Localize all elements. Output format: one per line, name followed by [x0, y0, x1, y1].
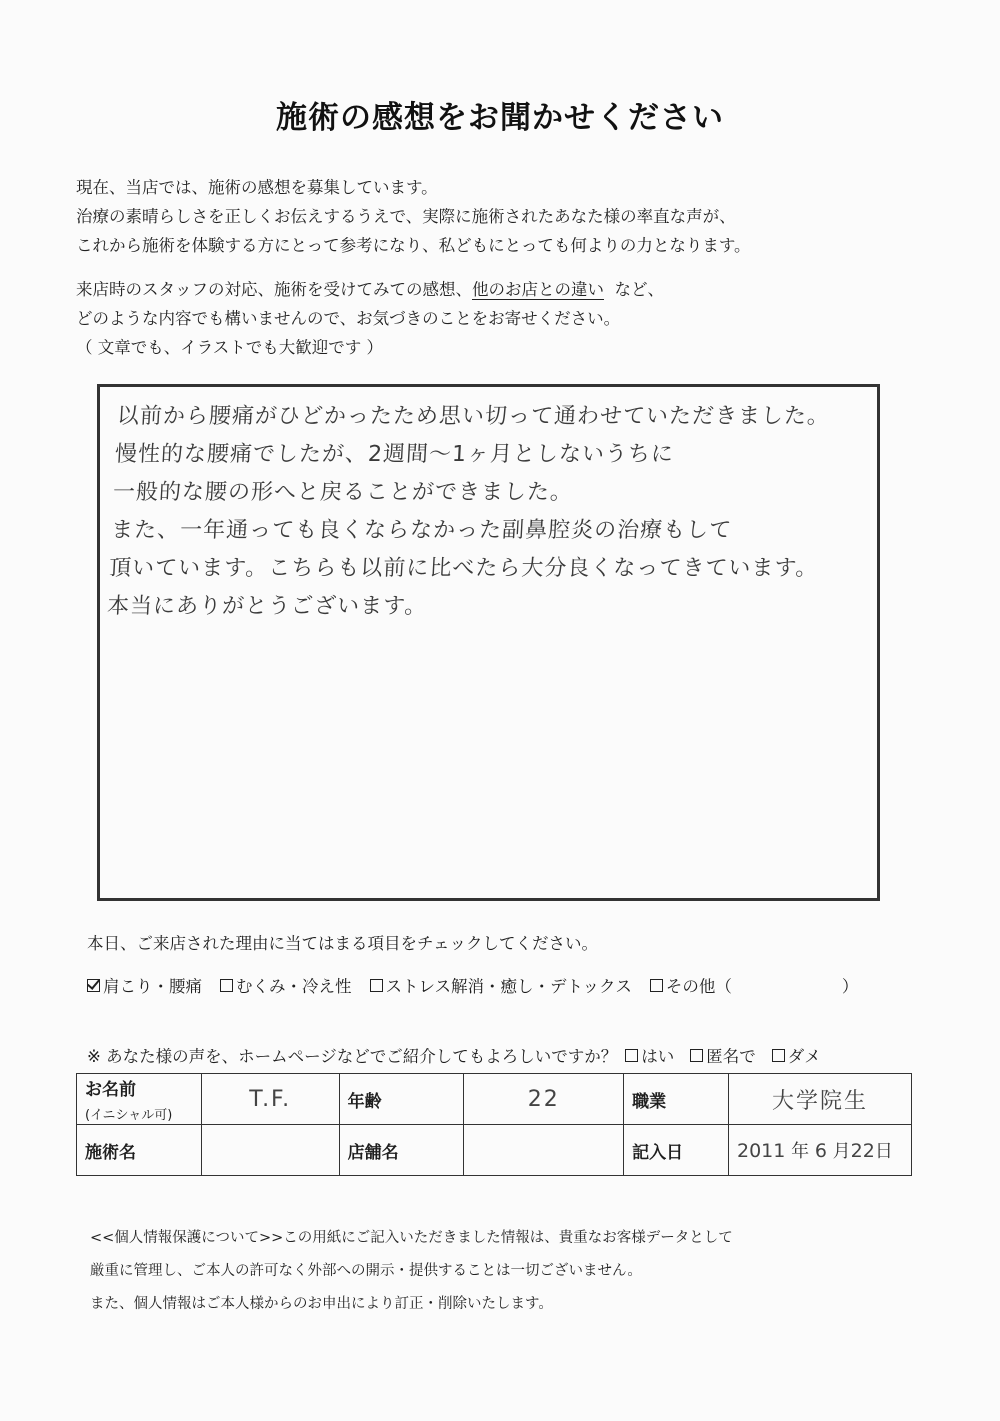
comment-line: 一般的な腰の形へと戻ることができました。 — [112, 480, 574, 505]
option-label: ストレス解消・癒し・デトックス — [385, 977, 632, 996]
privacy-notice — [90, 1222, 733, 1321]
checkbox-icon[interactable] — [220, 979, 233, 992]
close-paren: ） — [841, 977, 859, 996]
checkbox-checked-icon[interactable] — [87, 979, 100, 992]
option-label: むくみ・冷え性 — [236, 977, 352, 996]
checkbox-icon[interactable] — [625, 1049, 638, 1062]
age-label: 年齢 — [339, 1074, 464, 1125]
date-day: 22 — [850, 1140, 875, 1162]
name-label-cell — [77, 1074, 202, 1125]
date-field[interactable] — [728, 1125, 911, 1176]
date-label: 記入日 — [624, 1125, 729, 1176]
option-stress[interactable] — [370, 973, 632, 997]
intro-paragraph — [76, 173, 751, 260]
option-label: その他（ — [665, 977, 732, 996]
store-field[interactable] — [464, 1125, 624, 1176]
request-text: など、 — [614, 280, 664, 299]
option-label: 匿名で — [706, 1047, 756, 1066]
permission-row — [87, 1043, 829, 1067]
date-day-unit: 日 — [874, 1141, 893, 1162]
treatment-label: 施術名 — [77, 1125, 202, 1176]
job-label: 職業 — [624, 1074, 729, 1125]
date-month-unit: 月 — [832, 1141, 851, 1162]
intro-line: 現在、当店では、施術の感想を募集しています。 — [76, 178, 438, 197]
permission-question: ※ あなた様の声を、ホームページなどでご紹介してもよろしいですか？ — [87, 1047, 618, 1066]
table-row — [77, 1125, 912, 1176]
age-field[interactable]: 22 — [464, 1074, 624, 1125]
reason-options — [87, 973, 876, 997]
checkbox-icon[interactable] — [690, 1049, 703, 1062]
request-line: （ 文章でも、イラストでも大歓迎です ） — [76, 338, 383, 357]
request-paragraph — [76, 275, 664, 362]
request-line — [76, 275, 664, 304]
table-row — [77, 1074, 912, 1125]
underlined-text: 他のお店との違い — [472, 280, 604, 299]
privacy-line: 厳重に管理し、ご本人の許可なく外部への開示・提供することは一切ございません。 — [90, 1263, 642, 1279]
name-label: お名前 — [85, 1080, 136, 1100]
request-line: どのような内容でも構いませんので、お気づきのことをお寄せください。 — [76, 309, 621, 328]
name-field[interactable]: T.F. — [201, 1074, 339, 1125]
date-year: 2011 — [736, 1140, 786, 1162]
comment-line: 慢性的な腰痛でしたが、2週間〜1ヶ月としないうちに — [114, 442, 675, 467]
info-table — [76, 1073, 912, 1176]
store-label: 店舗名 — [339, 1125, 464, 1176]
privacy-line: <<個人情報保護について>>この用紙にご記入いただきました情報は、貴重なお客様データとして — [90, 1230, 733, 1246]
handwritten-comment — [106, 398, 878, 626]
comment-line: 以前から腰痛がひどかったため思い切って通わせていただきました。 — [116, 404, 831, 429]
comment-line: 本当にありがとうございます。 — [106, 594, 428, 619]
intro-line: これから施術を体験する方にとって参考になり、私どもにとっても何よりの力となります。 — [76, 236, 751, 255]
option-label: ダメ — [787, 1047, 821, 1066]
permission-anonymous[interactable] — [690, 1043, 756, 1067]
request-text: 来店時のスタッフの対応、施術を受けてみての感想、 — [76, 280, 472, 299]
reason-heading: 本日、ご来店された理由に当てはまる項目をチェックしてください。 — [87, 934, 599, 953]
date-year-unit: 年 — [791, 1141, 810, 1162]
checkbox-icon[interactable] — [650, 979, 663, 992]
option-swelling[interactable] — [220, 973, 352, 997]
privacy-line: また、個人情報はご本人様からのお申出により訂正・削除いたします。 — [90, 1296, 553, 1312]
name-sublabel: (イニシャル可) — [85, 1108, 173, 1123]
comment-line: また、一年通っても良くならなかった副鼻腔炎の治療もして — [110, 518, 733, 543]
permission-yes[interactable] — [625, 1043, 674, 1067]
page-title: 施術の感想をお聞かせください — [276, 100, 724, 136]
option-label: はい — [641, 1047, 675, 1066]
checkbox-icon[interactable] — [772, 1049, 785, 1062]
treatment-field[interactable] — [201, 1125, 339, 1176]
date-month: 6 — [814, 1140, 827, 1162]
comment-line: 頂いています。こちらも以前に比べたら大分良くなってきています。 — [108, 556, 820, 581]
permission-no[interactable] — [772, 1043, 821, 1067]
option-shoulder-back[interactable] — [87, 973, 202, 997]
checkbox-icon[interactable] — [370, 979, 383, 992]
option-other[interactable] — [650, 973, 859, 997]
job-field[interactable]: 大学院生 — [728, 1074, 911, 1125]
option-label: 肩こり・腰痛 — [103, 977, 202, 996]
intro-line: 治療の素晴らしさを正しくお伝えするうえで、実際に施術されたあなた様の率直な声が、 — [76, 207, 736, 226]
